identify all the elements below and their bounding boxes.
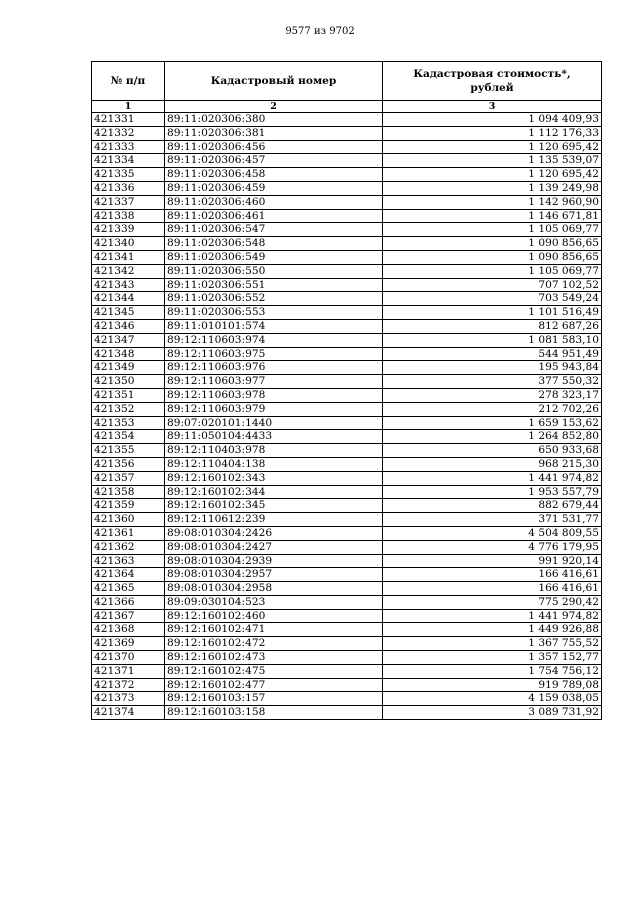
cadastral-value-cell: 1 112 176,33: [383, 126, 602, 140]
cadastral-number-cell: 89:12:110404:138: [165, 457, 383, 471]
table-row: [92, 568, 602, 582]
table-row: [92, 250, 602, 264]
row-number-cell: 421349: [92, 361, 165, 375]
cadastral-number-cell: 89:11:020306:548: [165, 237, 383, 251]
row-number-cell: 421348: [92, 347, 165, 361]
cadastral-number-cell: 89:12:160102:475: [165, 664, 383, 678]
table-row: [92, 306, 602, 320]
table-row: [92, 471, 602, 485]
row-number-cell: 421343: [92, 278, 165, 292]
header-cadastral-number-label: Кадастровый номер: [210, 75, 337, 87]
table-row: [92, 292, 602, 306]
row-number-cell: 421336: [92, 181, 165, 195]
cadastral-value-cell: 1 367 755,52: [383, 637, 602, 651]
cadastral-value-cell: 4 776 179,95: [383, 540, 602, 554]
row-number-cell: 421337: [92, 195, 165, 209]
cadastral-number-cell: 89:12:110603:975: [165, 347, 383, 361]
cadastral-value-cell: 1 449 926,88: [383, 623, 602, 637]
row-number-cell: 421340: [92, 237, 165, 251]
cadastral-value-cell: 1 146 671,81: [383, 209, 602, 223]
cadastral-value-cell: 3 089 731,92: [383, 706, 602, 720]
row-number-cell: 421332: [92, 126, 165, 140]
cadastral-number-cell: 89:08:010304:2939: [165, 554, 383, 568]
table-row: [92, 416, 602, 430]
cadastral-number-cell: 89:12:110603:977: [165, 375, 383, 389]
table-row: [92, 609, 602, 623]
row-number-cell: 421352: [92, 402, 165, 416]
row-number-cell: 421360: [92, 513, 165, 527]
cadastral-number-cell: 89:11:020306:553: [165, 306, 383, 320]
table-row: [92, 706, 602, 720]
cadastral-value-cell: 919 789,08: [383, 678, 602, 692]
table-row: [92, 457, 602, 471]
cadastral-number-cell: 89:12:160102:345: [165, 499, 383, 513]
row-number-cell: 421344: [92, 292, 165, 306]
table-row: [92, 678, 602, 692]
cadastral-value-cell: 278 323,17: [383, 388, 602, 402]
cadastral-number-cell: 89:12:160103:157: [165, 692, 383, 706]
cadastral-number-cell: 89:12:160102:344: [165, 485, 383, 499]
cadastral-number-cell: 89:12:110603:974: [165, 333, 383, 347]
row-number-cell: 421371: [92, 664, 165, 678]
cadastral-value-cell: 1 105 069,77: [383, 223, 602, 237]
cadastral-value-cell: 166 416,61: [383, 568, 602, 582]
cadastral-number-cell: 89:11:020306:549: [165, 250, 383, 264]
table-row: [92, 140, 602, 154]
row-number-cell: 421331: [92, 113, 165, 127]
table-row: [92, 637, 602, 651]
cadastral-number-cell: 89:12:160102:343: [165, 471, 383, 485]
cadastral-value-cell: 968 215,30: [383, 457, 602, 471]
cadastral-number-cell: 89:08:010304:2957: [165, 568, 383, 582]
cadastral-number-cell: 89:11:020306:461: [165, 209, 383, 223]
cadastral-number-cell: 89:12:160103:158: [165, 706, 383, 720]
cadastral-number-cell: 89:11:020306:460: [165, 195, 383, 209]
cadastral-number-cell: 89:11:020306:551: [165, 278, 383, 292]
cadastral-number-cell: 89:11:020306:456: [165, 140, 383, 154]
table-row: [92, 664, 602, 678]
cadastral-number-cell: 89:12:110403:978: [165, 444, 383, 458]
row-number-cell: 421369: [92, 637, 165, 651]
table-row: [92, 692, 602, 706]
row-number-cell: 421370: [92, 651, 165, 665]
cadastral-value-cell: 1 094 409,93: [383, 113, 602, 127]
cadastral-value-cell: 1 090 856,65: [383, 250, 602, 264]
cadastral-number-cell: 89:08:010304:2426: [165, 526, 383, 540]
cadastral-number-cell: 89:12:160102:471: [165, 623, 383, 637]
row-number-cell: 421363: [92, 554, 165, 568]
table-row: [92, 526, 602, 540]
cadastral-value-cell: 166 416,61: [383, 582, 602, 596]
cadastral-value-cell: 1 139 249,98: [383, 181, 602, 195]
cadastral-value-cell: 1 105 069,77: [383, 264, 602, 278]
cadastral-value-cell: 650 933,68: [383, 444, 602, 458]
cadastral-value-cell: 1 754 756,12: [383, 664, 602, 678]
cadastral-number-cell: 89:12:110603:978: [165, 388, 383, 402]
cadastral-number-cell: 89:07:020101:1440: [165, 416, 383, 430]
table-row: [92, 651, 602, 665]
table-row: [92, 113, 602, 127]
table-row: [92, 402, 602, 416]
table-row: [92, 209, 602, 223]
cadastral-number-cell: 89:11:010101:574: [165, 319, 383, 333]
header-row-number-label: № п/п: [110, 75, 146, 87]
cadastral-value-cell: 1 120 695,42: [383, 140, 602, 154]
cadastral-number-cell: 89:12:110603:976: [165, 361, 383, 375]
cadastral-value-cell: 371 531,77: [383, 513, 602, 527]
table-row: [92, 485, 602, 499]
cadastral-number-cell: 89:09:030104:523: [165, 595, 383, 609]
table-row: [92, 623, 602, 637]
cadastral-number-cell: 89:12:160102:460: [165, 609, 383, 623]
cadastral-value-cell: 195 943,84: [383, 361, 602, 375]
row-number-cell: 421372: [92, 678, 165, 692]
table-row: [92, 278, 602, 292]
row-number-cell: 421366: [92, 595, 165, 609]
row-number-cell: 421361: [92, 526, 165, 540]
header-cadastral-value-label: Кадастровая стоимость*,: [413, 68, 571, 80]
cadastral-value-cell: 377 550,32: [383, 375, 602, 389]
table-row: [92, 430, 602, 444]
cadastre-table: [91, 61, 602, 720]
cadastral-value-cell: 1 441 974,82: [383, 609, 602, 623]
cadastral-value-cell: 4 504 809,55: [383, 526, 602, 540]
row-number-cell: 421347: [92, 333, 165, 347]
row-number-cell: 421355: [92, 444, 165, 458]
row-number-cell: 421339: [92, 223, 165, 237]
column-number-3: 3: [383, 101, 602, 113]
table-row: [92, 388, 602, 402]
table-row: [92, 375, 602, 389]
table-body: [92, 113, 602, 720]
cadastral-value-cell: 703 549,24: [383, 292, 602, 306]
table-row: [92, 582, 602, 596]
cadastral-value-cell: 1 142 960,90: [383, 195, 602, 209]
header-cadastral-number: [165, 62, 383, 101]
cadastral-value-cell: 1 090 856,65: [383, 237, 602, 251]
row-number-cell: 421365: [92, 582, 165, 596]
column-number-row: [92, 101, 602, 113]
row-number-cell: 421373: [92, 692, 165, 706]
cadastral-value-cell: 1 081 583,10: [383, 333, 602, 347]
cadastral-value-cell: 1 659 153,62: [383, 416, 602, 430]
cadastral-number-cell: 89:08:010304:2427: [165, 540, 383, 554]
row-number-cell: 421350: [92, 375, 165, 389]
cadastral-value-cell: 812 687,26: [383, 319, 602, 333]
cadastral-number-cell: 89:11:020306:380: [165, 113, 383, 127]
table-row: [92, 181, 602, 195]
row-number-cell: 421354: [92, 430, 165, 444]
table-header: [92, 62, 602, 113]
page-header: 9577 из 9702: [285, 26, 355, 37]
row-number-cell: 421338: [92, 209, 165, 223]
table-row: [92, 333, 602, 347]
header-cadastral-value: [383, 62, 602, 101]
row-number-cell: 421359: [92, 499, 165, 513]
table-row: [92, 540, 602, 554]
cadastral-value-cell: 4 159 038,05: [383, 692, 602, 706]
cadastral-value-cell: 1 101 516,49: [383, 306, 602, 320]
cadastral-value-cell: 1 264 852,80: [383, 430, 602, 444]
row-number-cell: 421362: [92, 540, 165, 554]
table-row: [92, 319, 602, 333]
cadastral-value-cell: 1 441 974,82: [383, 471, 602, 485]
cadastral-number-cell: 89:12:160102:477: [165, 678, 383, 692]
row-number-cell: 421333: [92, 140, 165, 154]
cadastral-number-cell: 89:11:020306:547: [165, 223, 383, 237]
cadastral-number-cell: 89:11:020306:457: [165, 154, 383, 168]
cadastral-number-cell: 89:12:160102:473: [165, 651, 383, 665]
cadastral-number-cell: 89:08:010304:2958: [165, 582, 383, 596]
table-row: [92, 154, 602, 168]
table-row: [92, 264, 602, 278]
row-number-cell: 421351: [92, 388, 165, 402]
row-number-cell: 421357: [92, 471, 165, 485]
cadastral-value-cell: 212 702,26: [383, 402, 602, 416]
table-row: [92, 126, 602, 140]
cadastral-number-cell: 89:12:110612:239: [165, 513, 383, 527]
table-row: [92, 195, 602, 209]
cadastral-value-cell: 707 102,52: [383, 278, 602, 292]
table-row: [92, 499, 602, 513]
table-row: [92, 513, 602, 527]
cadastral-value-cell: 882 679,44: [383, 499, 602, 513]
row-number-cell: 421345: [92, 306, 165, 320]
cadastral-value-cell: 1 953 557,79: [383, 485, 602, 499]
cadastral-value-cell: 991 920,14: [383, 554, 602, 568]
row-number-cell: 421358: [92, 485, 165, 499]
table-row: [92, 168, 602, 182]
cadastral-value-cell: 1 120 695,42: [383, 168, 602, 182]
column-number-1: 1: [92, 101, 165, 113]
table-row: [92, 347, 602, 361]
table-row: [92, 223, 602, 237]
header-cadastral-value-unit: рублей: [470, 82, 514, 94]
cadastral-number-cell: 89:12:160102:472: [165, 637, 383, 651]
cadastral-value-cell: 544 951,49: [383, 347, 602, 361]
row-number-cell: 421368: [92, 623, 165, 637]
cadastral-number-cell: 89:11:020306:381: [165, 126, 383, 140]
row-number-cell: 421367: [92, 609, 165, 623]
row-number-cell: 421341: [92, 250, 165, 264]
cadastral-number-cell: 89:11:050104:4433: [165, 430, 383, 444]
cadastral-value-cell: 1 357 152,77: [383, 651, 602, 665]
row-number-cell: 421356: [92, 457, 165, 471]
table-row: [92, 361, 602, 375]
cadastral-number-cell: 89:11:020306:459: [165, 181, 383, 195]
row-number-cell: 421346: [92, 319, 165, 333]
row-number-cell: 421342: [92, 264, 165, 278]
table-row: [92, 237, 602, 251]
header-row: [92, 62, 602, 101]
row-number-cell: 421353: [92, 416, 165, 430]
header-row-number: [92, 62, 165, 101]
cadastral-number-cell: 89:12:110603:979: [165, 402, 383, 416]
table-row: [92, 444, 602, 458]
row-number-cell: 421335: [92, 168, 165, 182]
row-number-cell: 421334: [92, 154, 165, 168]
cadastral-number-cell: 89:11:020306:552: [165, 292, 383, 306]
cadastral-number-cell: 89:11:020306:550: [165, 264, 383, 278]
cadastral-value-cell: 775 290,42: [383, 595, 602, 609]
row-number-cell: 421374: [92, 706, 165, 720]
cadastral-number-cell: 89:11:020306:458: [165, 168, 383, 182]
row-number-cell: 421364: [92, 568, 165, 582]
column-number-2: 2: [165, 101, 383, 113]
table-row: [92, 595, 602, 609]
cadastral-value-cell: 1 135 539,07: [383, 154, 602, 168]
table-row: [92, 554, 602, 568]
